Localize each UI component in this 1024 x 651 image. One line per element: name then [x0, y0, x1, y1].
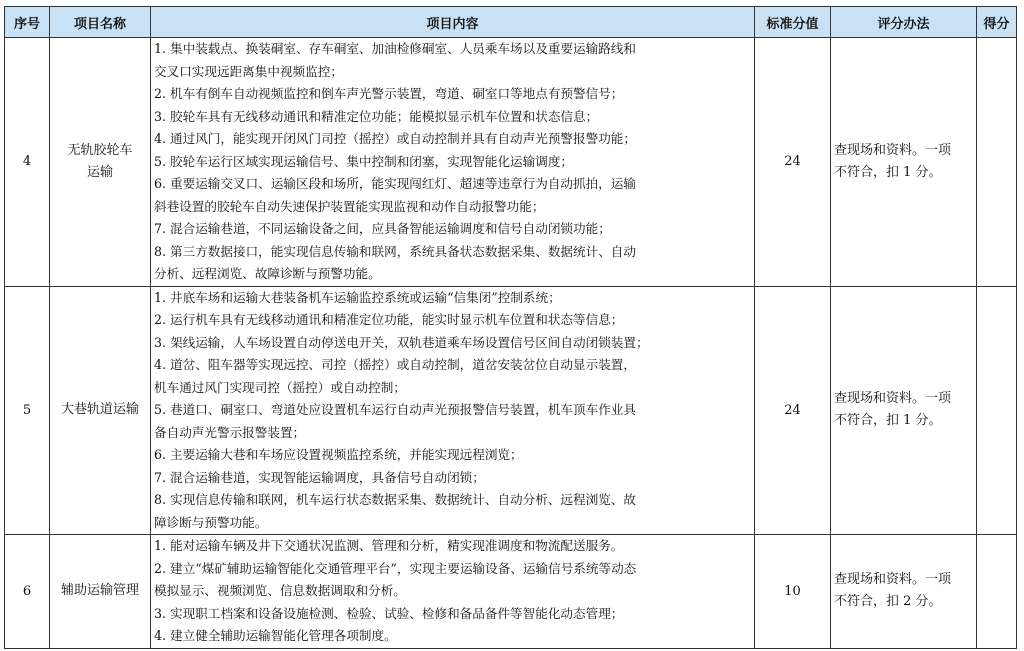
content-line: 2. 建立“煤矿辅助运输智能化交通管理平台”，实现主要运输设备、运输信号系统等动态 — [154, 560, 637, 576]
content-line: 分析、远程浏览、故障诊断与预警功能。 — [154, 266, 381, 281]
content-line: 5. 胶轮车运行区域实现运输信号、集中控制和闭塞，实现智能化运输调度； — [154, 153, 574, 169]
content-line: 6. 主要运输大巷和车场应设置视频监控系统，并能实现远程浏览； — [154, 447, 523, 462]
scoring-method-line: 查现场和资料。一项 — [834, 142, 952, 158]
project-content — [151, 535, 755, 649]
content-line: 模拟显示、视频浏览、信息数据调取和分析。 — [154, 583, 406, 598]
header-result: 得分 — [977, 7, 1017, 38]
table-row — [5, 38, 1017, 287]
content-line: 3. 实现职工档案和设备设施检测、检验、试验、检修和备品备件等智能化动态管理； — [154, 605, 624, 621]
header-name: 项目名称 — [50, 7, 151, 38]
project-name-line: 大巷轨道运输 — [60, 402, 139, 418]
content-line: 5. 巷道口、硐室口、弯道处应设置机车运行自动声光预报警信号装置，机车顶车作业具 — [154, 402, 636, 417]
scoring-method — [831, 38, 977, 287]
header-score: 标准分值 — [755, 7, 831, 38]
content-line: 2. 机车有倒车自动视频监控和倒车声光警示装置，弯道、硐室口等地点有预警信号； — [154, 86, 624, 101]
content-line: 7. 混合运输巷道，实现智能运输调度，具备信号自动闭锁； — [154, 469, 485, 485]
scoring-method — [831, 286, 977, 535]
project-name-line: 辅助运输管理 — [60, 583, 139, 599]
row-number: 5 — [5, 286, 50, 535]
project-name — [50, 286, 151, 535]
content-line: 障诊断与预警功能。 — [154, 514, 268, 530]
content-line: 备自动声光警示报警装置； — [154, 424, 306, 440]
content-line: 6. 重要运输交叉口、运输区段和场所，能实现闯红灯、超速等违章行为自动抓拍，运输 — [154, 176, 636, 191]
content-line: 8. 实现信息传输和联网，机车运行状态数据采集、数据统计、自动分析、远程浏览、故 — [154, 492, 636, 507]
content-line: 4. 建立健全辅助运输智能化管理各项制度。 — [154, 628, 397, 643]
header-num: 序号 — [5, 7, 50, 38]
scoring-method-line: 不符合，扣 1 分。 — [834, 164, 942, 180]
content-line: 1. 集中装载点、换装硐室、存车硐室、加油检修硐室、人员乘车场以及重要运输路线和 — [154, 41, 636, 56]
scoring-method — [831, 535, 977, 649]
standard-score: 10 — [755, 535, 831, 649]
score-result — [977, 38, 1017, 287]
content-line: 3. 胶轮车具有无线移动通讯和精准定位功能；能模拟显示机车位置和状态信息； — [154, 108, 599, 124]
project-content — [151, 286, 755, 535]
standard-score: 24 — [755, 286, 831, 535]
scoring-method-line: 不符合，扣 2 分。 — [834, 594, 942, 610]
header-method: 评分办法 — [831, 7, 977, 38]
content-line: 交叉口实现远距离集中视频监控； — [154, 63, 343, 79]
content-line: 2. 运行机车具有无线移动通讯和精准定位功能，能实时显示机车位置和状态等信息； — [154, 312, 624, 327]
content-line: 4. 通过风门，能实现开闭风门司控（摇控）或自动控制并具有自动声光预警报警功能； — [154, 131, 636, 146]
project-content — [151, 38, 755, 287]
content-line: 3. 架线运输，人车场设置自动停送电开关，双轨巷道乘车场设置信号区间自动闭锁装置； — [154, 334, 649, 350]
row-number: 4 — [5, 38, 50, 287]
header-content: 项目内容 — [151, 7, 755, 38]
scoring-method-line: 不符合，扣 1 分。 — [834, 413, 942, 429]
content-line: 8. 第三方数据接口，能实现信息传输和联网，系统具备状态数据采集、数据统计、自动 — [154, 243, 636, 259]
score-result — [977, 286, 1017, 535]
content-line: 1. 能对运输车辆及井下交通状况监测、管理和分析，精实现准调度和物流配送服务。 — [154, 538, 624, 553]
project-name-line: 无轨胶轮车 — [67, 142, 133, 158]
content-line: 1. 井底车场和运输大巷装备机车运输监控系统或运输“信集闭”控制系统； — [154, 289, 561, 305]
row-number: 6 — [5, 535, 50, 649]
header-row — [5, 7, 1017, 38]
standard-score: 24 — [755, 38, 831, 287]
scoring-method-line: 查现场和资料。一项 — [834, 572, 952, 588]
project-name — [50, 38, 151, 287]
content-line: 4. 道岔、阻车器等实现远控、司控（摇控）或自动控制，道岔安装岔位自动显示装置， — [154, 357, 636, 372]
content-line: 机车通过风门实现司控（摇控）或自动控制； — [154, 379, 406, 395]
table-row — [5, 286, 1017, 535]
scoring-table — [4, 6, 1017, 649]
score-result — [977, 535, 1017, 649]
content-line: 7. 混合运输巷道，不同运输设备之间，应具备智能运输调度和信号自动闭锁功能； — [154, 221, 611, 236]
project-name — [50, 535, 151, 649]
scoring-method-line: 查现场和资料。一项 — [834, 391, 952, 407]
project-name-line: 运输 — [86, 164, 113, 180]
content-line: 斜巷设置的胶轮车自动失速保护装置能实现监视和动作自动报警功能； — [154, 198, 545, 214]
table-row — [5, 535, 1017, 649]
